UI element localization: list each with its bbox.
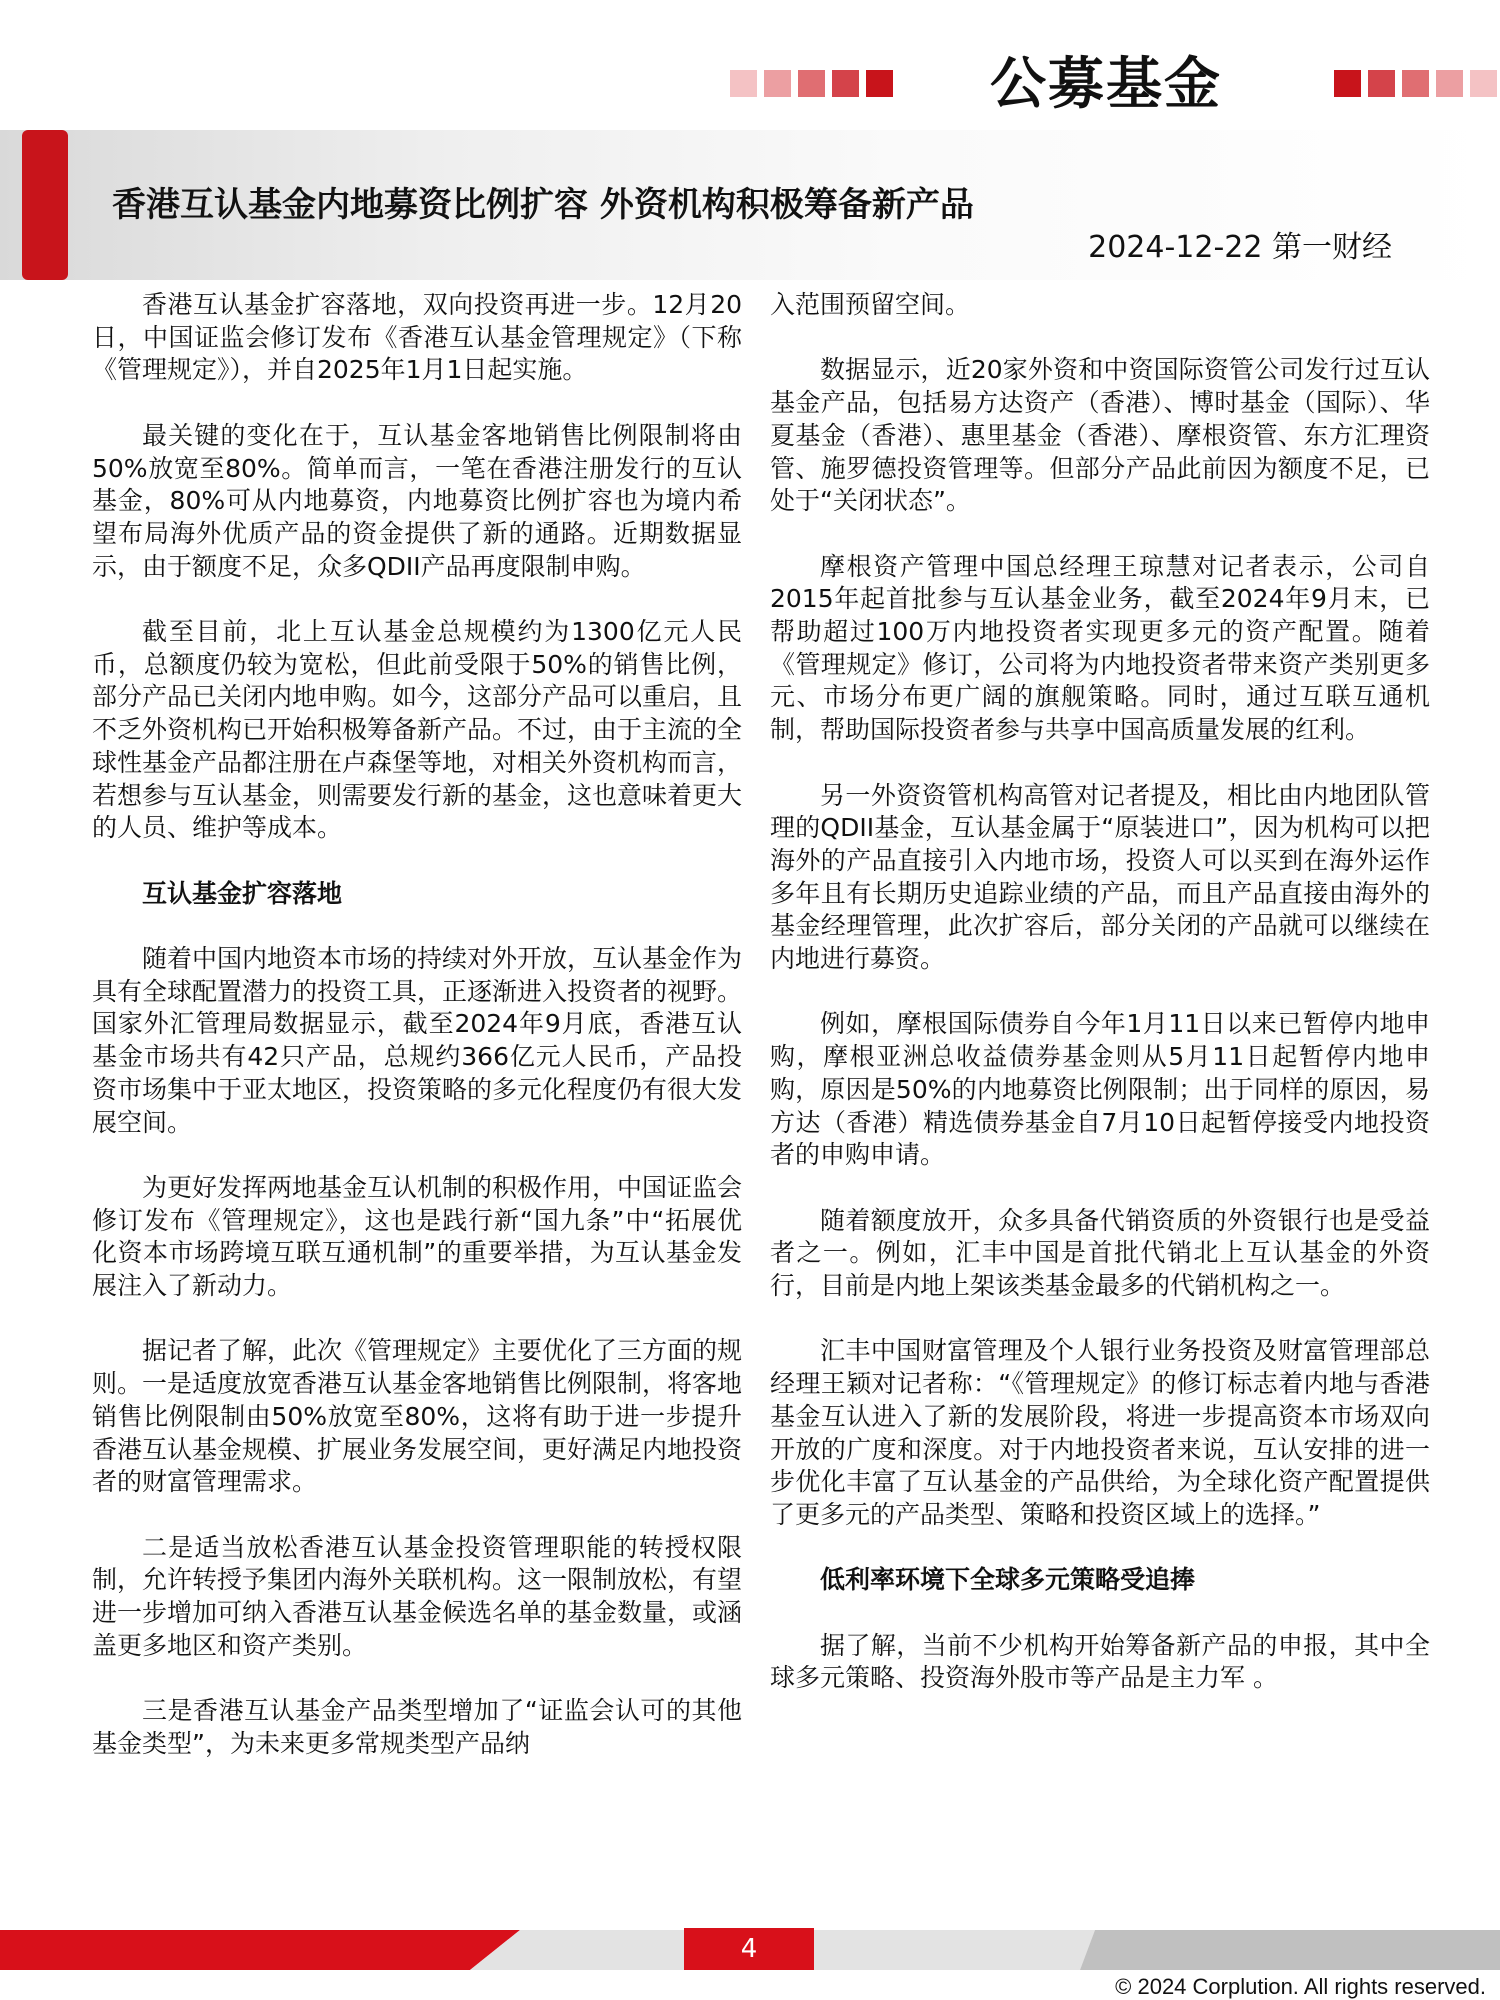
article-dateline: 2024-12-22 第一财经 (1088, 230, 1392, 265)
deco-square (764, 70, 791, 97)
deco-square (1334, 70, 1361, 97)
right-column (770, 289, 1430, 1728)
article-paragraph: 随着中国内地资本市场的持续对外开放，互认基金作为具有全球配置潜力的投资工具，正逐渐进入投资者的视野。国家外汇管理局数据显示，截至2024年9月底，香港互认基金市场共有42只产品，总规约366亿元人民币，产品投资市场集中于亚太地区，投资策略的多元化程度仍有很大发展空间。 (92, 944, 743, 1137)
deco-square (1402, 70, 1429, 97)
deco-square (832, 70, 859, 97)
section-subheading: 互认基金扩容落地 (142, 878, 343, 908)
article-paragraph: 据了解，当前不少机构开始筹备新产品的申报，其中全球多元策略、投资海外股市等产品是主力军 。 (770, 1630, 1430, 1693)
article-paragraph: 汇丰中国财富管理及个人银行业务投资及财富管理部总经理王颖对记者称：“《管理规定》的修订标志着内地与香港基金互认进入了新的发展阶段，将进一步提高资本市场双向开放的广度和深度。对于内地投资者来说，互认安排的进一步优化丰富了互认基金的产品供给，为全球化资产配置提供了更多元的产品类型、策略和投资区域上的选择。” (770, 1336, 1430, 1529)
article-paragraph: 随着额度放开，众多具备代销资质的外资银行也是受益者之一。例如，汇丰中国是首批代销北上互认基金的外资行，目前是内地上架该类基金最多的代销机构之一。 (770, 1205, 1430, 1301)
article-headline: 香港互认基金内地募资比例扩容 外资机构积极筹备新产品 (112, 185, 974, 225)
footer-red-shape (0, 1930, 520, 1970)
article-paragraph: 香港互认基金扩容落地，双向投资再进一步。12月20日，中国证监会修订发布《香港互认基金管理规定》（下称《管理规定》），并自2025年1月1日起实施。 (92, 290, 742, 385)
deco-square (798, 70, 825, 97)
article-paragraph: 为更好发挥两地基金互认机制的积极作用，中国证监会修订发布《管理规定》，这也是践行新“国九条”中“拓展优化资本市场跨境互联互通机制”的重要举措，为互认基金发展注入了新动力。 (92, 1172, 743, 1301)
article-paragraph: 摩根资产管理中国总经理王琼慧对记者表示，公司自2015年起首批参与互认基金业务，截至2024年9月末，已帮助超过100万内地投资者实现更多元的资产配置。随着《管理规定》修订，公司将为内地投资者带来资产类别更多元、市场分布更广阔的旗舰策略。同时，通过互联互通机制，帮助国际投资者参与共享中国高质量发展的红利。 (770, 551, 1430, 745)
article-paragraph: 三是香港互认基金产品类型增加了“证监会认可的其他基金类型”，为未来更多常规类型产品纳 (92, 1696, 742, 1758)
section-title: 公募基金 (990, 52, 1222, 117)
article-paragraph: 据记者了解，此次《管理规定》主要优化了三方面的规则。一是适度放宽香港互认基金客地销售比例限制，将客地销售比例限制由50%放宽至80%，这将有助于进一步提升香港互认基金规模、扩展业务发展空间，更好满足内地投资者的财富管理需求。 (92, 1336, 743, 1497)
article-paragraph: 最关键的变化在于，互认基金客地销售比例限制将由50%放宽至80%。简单而言，一笔在香港注册发行的互认基金，80%可从内地募资，内地募资比例扩容也为境内希望布局海外优质产品的资金提供了新的通路。近期数据显示，由于额度不足，众多QDII产品再度限制申购。 (92, 420, 742, 581)
article-paragraph: 数据显示，近20家外资和中资国际资管公司发行过互认基金产品，包括易方达资产（香港）、博时基金（国际）、华夏基金（香港）、惠里基金（香港）、摩根资管、东方汇理资管、施罗德投资管理等。但部分产品此前因为额度不足，已处于“关闭状态”。 (770, 355, 1430, 516)
header-decoration-right (1334, 70, 1497, 97)
page-number: 4 (684, 1928, 814, 1970)
deco-square (1470, 70, 1497, 97)
article-paragraph: 入范围预留空间。 (770, 290, 971, 319)
article-paragraph: 另一外资资管机构高管对记者提及，相比由内地团队管理的QDII基金，互认基金属于“原装进口”，因为机构可以把海外的产品直接引入内地市场，投资人可以买到在海外运作多年且有长期历史追踪业绩的产品，而且产品直接由海外的基金经理管理，此次扩容后，部分关闭的产品就可以继续在内地进行募资。 (770, 780, 1430, 974)
section-subheading: 低利率环境下全球多元策略受追捧 (820, 1565, 1196, 1595)
left-column (92, 289, 742, 1793)
article-paragraph: 二是适当放松香港互认基金投资管理职能的转授权限制，允许转授予集团内海外关联机构。这一限制放松，有望进一步增加可纳入香港互认基金候选名单的基金数量，或涵盖更多地区和资产类别。 (92, 1532, 743, 1660)
article-paragraph: 例如，摩根国际债券自今年1月11日以来已暂停内地申购，摩根亚洲总收益债券基金则从5月11日起暂停内地申购，原因是50%的内地募资比例限制；出于同样的原因，易方达（香港）精选债券基金自7月10日起暂停接受内地投资者的申购申请。 (770, 1009, 1430, 1170)
deco-square (866, 70, 893, 97)
header-decoration-left (730, 70, 893, 97)
footer-gray-shape (1080, 1930, 1500, 1970)
deco-square (1368, 70, 1395, 97)
article-paragraph: 截至目前，北上互认基金总规模约为1300亿元人民币，总额度仍较为宽松，但此前受限于50%的销售比例，部分产品已关闭内地申购。如今，这部分产品可以重启，且不乏外资机构已开始积极筹备新产品。不过，由于主流的全球性基金产品都注册在卢森堡等地，对相关外资机构而言，若想参与互认基金，则需要发行新的基金，这也意味着更大的人员、维护等成本。 (92, 617, 743, 843)
copyright-notice: © 2024 Corplution. All rights reserved. (1115, 1974, 1486, 1999)
deco-square (1436, 70, 1463, 97)
title-accent-bar (22, 130, 68, 280)
deco-square (730, 70, 757, 97)
